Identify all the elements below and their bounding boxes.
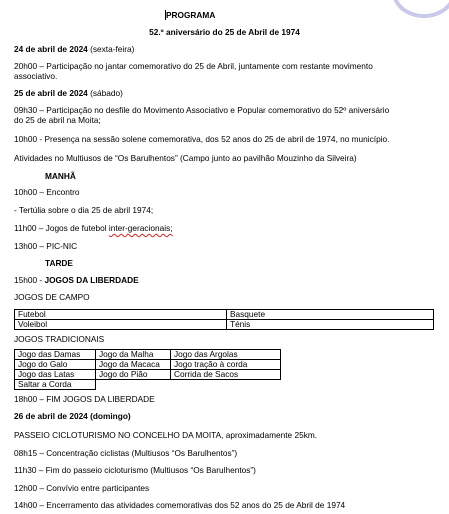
table-row <box>15 380 281 390</box>
day1-item1-line1: 20h00 – Participação no jantar comemorativo do 25 de Abril, juntamente com restante movimento <box>14 61 373 71</box>
table-cell: Jogo das Damas <box>15 350 96 360</box>
morning-item-2: - Tertúlia sobre o dia 25 de abril 1974; <box>14 205 154 215</box>
afternoon-heading: TARDE <box>45 258 73 268</box>
day2-activities-line: Atividades no Multiusos de “Os Barulhentos” (Campo junto ao pavilhão Mouzinho da Silveira) <box>14 153 357 163</box>
table-row <box>15 370 281 380</box>
morning-item-3-prefix: 11h00 – Jogos de futebol <box>14 223 109 233</box>
morning-item-3 <box>14 223 173 233</box>
table-cell: Ténis <box>227 320 434 330</box>
table-cell: Jogo do Galo <box>15 360 96 370</box>
morning-item-4: 13h00 – PIC-NIC <box>14 241 78 251</box>
table-row <box>15 320 434 330</box>
day1-weekday: (sexta-feira) <box>87 44 135 54</box>
program-subtitle: 52.º aniversário do 25 de Abril de 1974 <box>149 27 300 37</box>
day3-heading: 26 de abril de 2024 (domingo) <box>14 411 131 421</box>
afternoon-item-1-title: JOGOS DA LIBERDADE <box>44 275 139 285</box>
day2-item1-line2: do 25 de abril na Moita; <box>14 115 101 125</box>
table-row <box>15 360 281 370</box>
table-cell: Jogo do Pião <box>96 370 171 380</box>
table-cell: Jogo tração à corda <box>171 360 281 370</box>
day1-heading <box>14 44 134 54</box>
table-cell: Corrida de Sacos <box>171 370 281 380</box>
decorative-circle <box>392 0 449 18</box>
afternoon-end: 18h00 – FIM JOGOS DA LIBERDADE <box>14 394 155 404</box>
day2-item2: 10h00 - Presença na sessão solene comemorativa, dos 52 anos do 25 de abril de 1974, no município. <box>14 134 390 144</box>
day3-item-3: 12h00 – Convívio entre participantes <box>14 483 150 493</box>
afternoon-item-1-time: 15h00 - <box>14 275 45 285</box>
table-cell: Basquete <box>227 310 434 320</box>
day2-weekday: (sábado) <box>87 88 123 98</box>
day1-date: 24 de abril de 2024 <box>14 44 88 54</box>
traditional-games-table <box>14 349 281 390</box>
day3-item-2: 11h30 – Fim do passeio cicloturismo (Multiusos “Os Barulhentos”) <box>14 465 256 475</box>
table-cell <box>171 380 281 390</box>
day2-heading <box>14 88 123 98</box>
program-title: PROGRAMA <box>166 10 216 20</box>
day2-item1-line1: 09h30 – Participação no desfile do Movimento Associativo e Popular comemorativo do 52º aniversário <box>14 105 390 115</box>
table-cell: Jogo da Macaca <box>96 360 171 370</box>
day2-date: 25 de abril de 2024 <box>14 88 88 98</box>
table-row <box>15 310 434 320</box>
day3-item-1: 08h15 – Concentração ciclistas (Multiusos “Os Barulhentos”) <box>14 448 238 458</box>
table-cell: Saltar a Corda <box>15 380 96 390</box>
day3-intro: PASSEIO CICLOTURISMO NO CONCELHO DA MOITA, aproximadamente 25km. <box>14 430 318 440</box>
morning-item-1: 10h00 – Encontro <box>14 187 80 197</box>
morning-heading: MANHÃ <box>45 171 76 181</box>
field-games-table <box>14 309 434 330</box>
table-cell: Voleibol <box>15 320 227 330</box>
table-cell: Jogo da Malha <box>96 350 171 360</box>
day1-item1-line2: associativo. <box>14 71 58 81</box>
field-games-heading: JOGOS DE CAMPO <box>14 292 90 302</box>
traditional-games-heading: JOGOS TRADICIONAIS <box>14 334 105 344</box>
table-cell: Jogo das Argolas <box>171 350 281 360</box>
day3-item-4: 14h00 – Encerramento das atividades comemorativas dos 52 anos do 25 de Abril de 1974 <box>14 500 346 510</box>
table-cell <box>96 380 171 390</box>
table-cell: Futebol <box>15 310 227 320</box>
table-row <box>15 350 281 360</box>
table-cell: Jogo das Latas <box>15 370 96 380</box>
spellcheck-underlined-word: inter-geracionais; <box>108 223 173 233</box>
afternoon-item-1 <box>14 275 139 285</box>
